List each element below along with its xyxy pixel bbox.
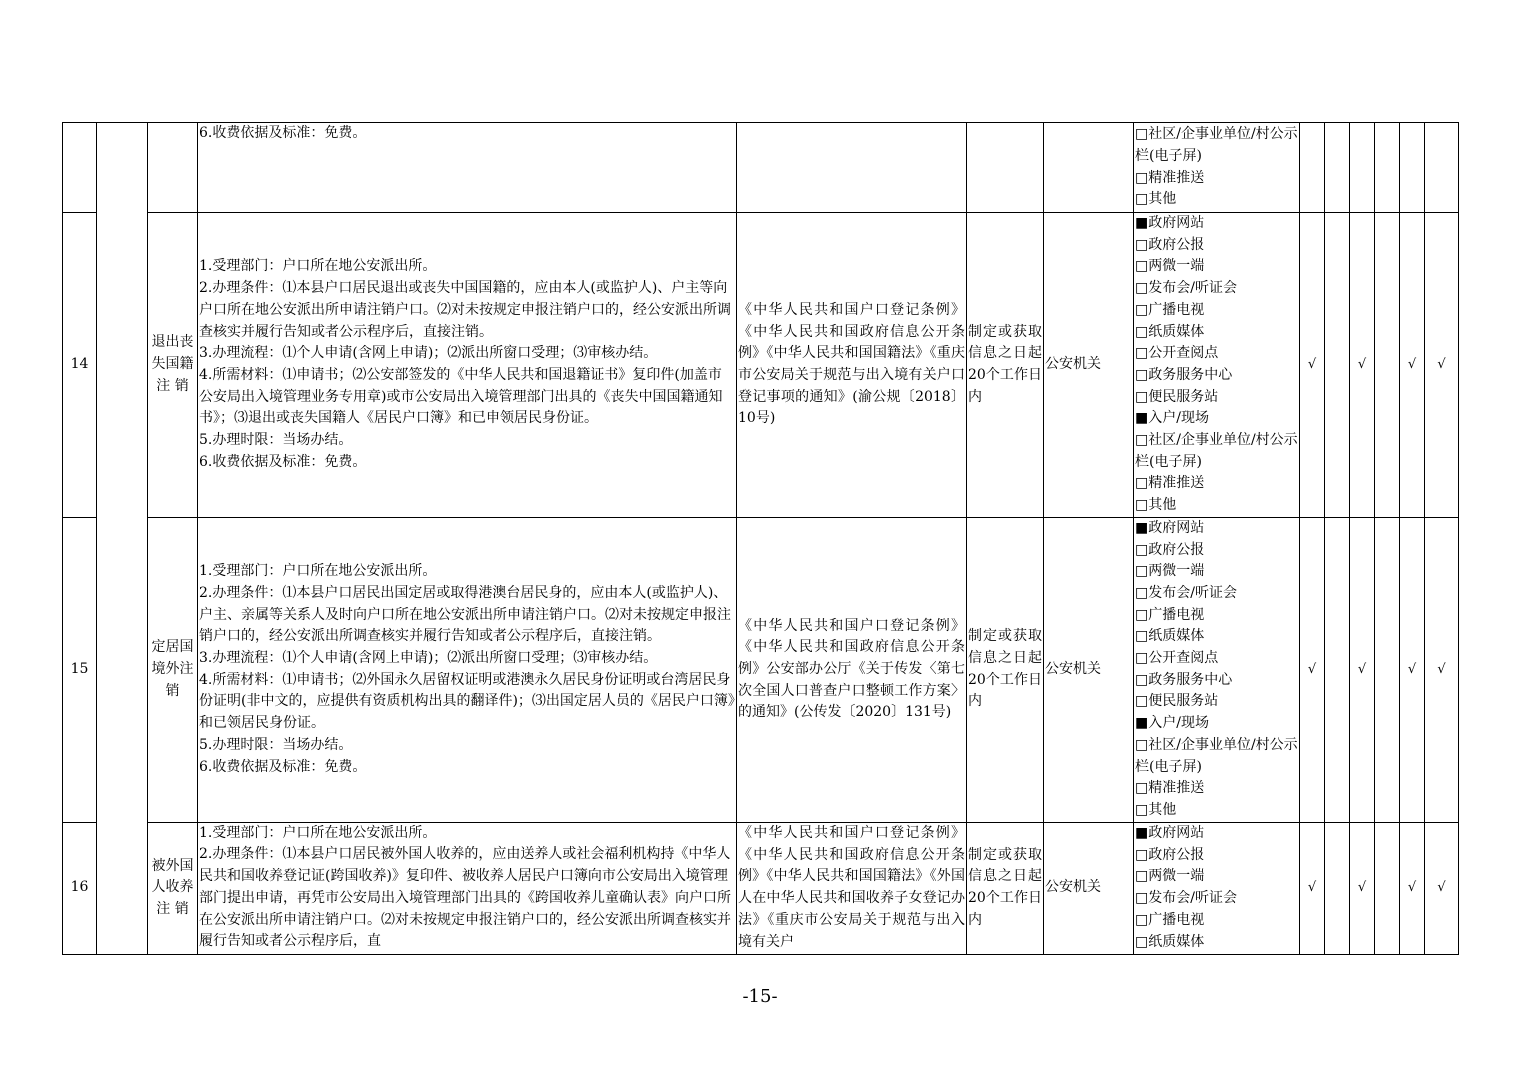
channel-option: □公开查阅点: [1135, 345, 1219, 362]
check-mark: [1375, 213, 1400, 518]
channel-option: □公开查阅点: [1135, 650, 1219, 667]
disclosure-time: [967, 123, 1044, 213]
check-mark: √: [1350, 213, 1375, 518]
channel-option: □精准推送: [1135, 475, 1205, 492]
channel-option: □广播电视: [1135, 301, 1205, 318]
table-row: [63, 517, 1459, 822]
check-mark: [1325, 213, 1350, 518]
channel-option: □纸质媒体: [1135, 628, 1205, 645]
disclosure-channels: [1134, 123, 1300, 213]
check-mark: [1325, 123, 1350, 213]
check-mark: [1375, 822, 1400, 954]
disclosure-time: 制定或获取信息之日起20个工作日内: [967, 517, 1044, 822]
check-mark: √: [1400, 213, 1425, 518]
channel-option: ■政府网站: [1135, 519, 1205, 536]
check-mark: √: [1425, 822, 1459, 954]
channel-option: ■入户/现场: [1135, 410, 1209, 427]
channel-option: □发布会/听证会: [1135, 584, 1237, 601]
channel-option: □政府公报: [1135, 846, 1205, 863]
check-mark: √: [1300, 517, 1325, 822]
channel-option: □其他: [1135, 497, 1177, 514]
channel-option: □发布会/听证会: [1135, 890, 1237, 907]
channel-option: □两微一端: [1135, 868, 1205, 885]
item-number: [63, 123, 97, 213]
check-mark: √: [1350, 517, 1375, 822]
check-mark: [1350, 123, 1375, 213]
content-line: 1.受理部门：户口所在地公安派出所。: [199, 824, 437, 841]
channel-option: □其他: [1135, 801, 1177, 818]
legal-basis: [737, 123, 967, 213]
table-row: [63, 822, 1459, 954]
channel-option: □两微一端: [1135, 563, 1205, 580]
channel-option: □社区/企事业单位/村公示栏(电子屏): [1135, 126, 1298, 164]
check-mark: [1425, 123, 1459, 213]
disclosure-time: 制定或获取信息之日起20个工作日内: [967, 822, 1044, 954]
check-mark: √: [1300, 213, 1325, 518]
disclosure-time: 制定或获取信息之日起20个工作日内: [967, 213, 1044, 518]
disclosure-org: 公安机关: [1044, 822, 1134, 954]
check-mark: [1375, 517, 1400, 822]
channel-option: ■入户/现场: [1135, 715, 1209, 732]
channel-option: □政府公报: [1135, 541, 1205, 558]
content-line: 5.办理时限：当场办结。: [199, 736, 353, 753]
item-name: [148, 123, 198, 213]
channel-option: □精准推送: [1135, 169, 1205, 186]
legal-basis: 《中华人民共和国户口登记条例》《中华人民共和国政府信息公开条例》《中华人民共和国国籍法》《外国人在中华人民共和国收养子女登记办法》《重庆市公安局关于规范与出入境有关户: [737, 822, 967, 954]
channel-option: □其他: [1135, 191, 1177, 208]
content-line: 6.收费依据及标准：免费。: [199, 125, 367, 141]
disclosure-org: [1044, 123, 1134, 213]
item-number: 15: [63, 517, 97, 822]
check-mark: [1325, 517, 1350, 822]
content-line: 6.收费依据及标准：免费。: [199, 758, 367, 775]
disclosure-content: [198, 213, 737, 518]
content-line: 3.办理流程：⑴个人申请(含网上申请)；⑵派出所窗口受理；⑶审核办结。: [199, 345, 658, 362]
check-mark: √: [1425, 213, 1459, 518]
channel-option: □便民服务站: [1135, 693, 1219, 710]
channel-option: □广播电视: [1135, 911, 1205, 928]
content-line: 5.办理时限：当场办结。: [199, 432, 353, 449]
table-row: [63, 213, 1459, 518]
check-mark: [1325, 822, 1350, 954]
content-line: 2.办理条件：⑴本县户口居民出国定居或取得港澳台居民身的，应由本人(或监护人)、户主、亲属等关系人及时向户口所在地公安派出所申请注销户口。⑵对未按规定申报注销户口的，经公安派出所调查核实并履行告知或者公示程序后，直接注销。: [199, 584, 731, 645]
channel-option: □政府公报: [1135, 236, 1205, 253]
channel-option: □发布会/听证会: [1135, 280, 1237, 297]
item-name: 被外国人收养注 销: [148, 822, 198, 954]
channel-option: □社区/企事业单位/村公示栏(电子屏): [1135, 736, 1298, 775]
channel-option: □社区/企事业单位/村公示栏(电子屏): [1135, 432, 1298, 470]
check-mark: √: [1400, 517, 1425, 822]
channel-option: □两微一端: [1135, 258, 1205, 275]
check-mark: √: [1300, 822, 1325, 954]
content-line: 1.受理部门：户口所在地公安派出所。: [199, 563, 437, 580]
channel-option: ■政府网站: [1135, 215, 1205, 231]
check-mark: √: [1400, 822, 1425, 954]
category-cell: [97, 123, 148, 955]
disclosure-content: [198, 517, 737, 822]
content-line: 4.所需材料：⑴申请书；⑵公安部签发的《中华人民共和国退籍证书》复印件(加盖市公安局出入境管理业务专用章)或市公安局出入境管理部门出具的《丧失中国国籍通知书》；⑶退出或丧失国籍人《居民户口簿》和已申领居民身份证。: [199, 366, 723, 427]
table-row: [63, 123, 1459, 213]
legal-basis: 《中华人民共和国户口登记条例》《中华人民共和国政府信息公开条例》《中华人民共和国国籍法》《重庆市公安局关于规范与出入境有关户口登记事项的通知》(渝公规〔2018〕10号): [737, 213, 967, 518]
check-mark: [1375, 123, 1400, 213]
item-name: 退出丧失国籍注 销: [148, 213, 198, 518]
disclosure-org: 公安机关: [1044, 213, 1134, 518]
channel-option: □精准推送: [1135, 780, 1205, 797]
check-mark: [1400, 123, 1425, 213]
content-line: 2.办理条件：⑴本县户口居民退出或丧失中国国籍的，应由本人(或监护人)、户主等向户口所在地公安派出所申请注销户口。⑵对未按规定申报注销户口的，经公安派出所调查核实并履行告知或者公示程序后，直接注销。: [199, 280, 731, 340]
item-number: 14: [63, 213, 97, 518]
disclosure-table: [62, 122, 1459, 955]
channel-option: □政务服务中心: [1135, 671, 1233, 688]
channel-option: □纸质媒体: [1135, 323, 1205, 340]
item-name: 定居国境外注销: [148, 517, 198, 822]
check-mark: √: [1350, 822, 1375, 954]
content-line: 1.受理部门：户口所在地公安派出所。: [199, 258, 437, 275]
disclosure-content: [198, 822, 737, 954]
content-line: 4.所需材料：⑴申请书；⑵外国永久居留权证明或港澳永久居民身份证明或台湾居民身份证明(非中文的，应提供有资质机构出具的翻译件)；⑶出国定居人员的《居民户口簿》和已领居民身份证。: [199, 671, 735, 732]
disclosure-channels: [1134, 213, 1300, 518]
legal-basis: 《中华人民共和国户口登记条例》《中华人民共和国政府信息公开条例》公安部办公厅《关于传发〈第七次全国人口普查户口整顿工作方案〉的通知》(公传发〔2020〕131号): [737, 517, 967, 822]
check-mark: [1300, 123, 1325, 213]
content-line: 2.办理条件：⑴本县户口居民被外国人收养的，应由送养人或社会福利机构持《中华人民共和国收养登记证(跨国收养)》复印件、被收养人居民户口簿向市公安局出入境管理部门提出申请，再凭市公安局出入境管理部门出具的《跨国收养儿童确认表》向户口所在公安派出所申请注销户口。⑵对未按规定申报注销户口的，经公安派出所调查核实并履行告知或者公示程序后，直: [199, 846, 731, 950]
channel-option: □广播电视: [1135, 606, 1205, 623]
disclosure-channels: [1134, 517, 1300, 822]
channel-option: □政务服务中心: [1135, 366, 1233, 383]
channel-option: ■政府网站: [1135, 825, 1205, 842]
channel-option: □便民服务站: [1135, 388, 1219, 405]
disclosure-channels: [1134, 822, 1300, 954]
channel-option: □纸质媒体: [1135, 933, 1205, 950]
disclosure-org: 公安机关: [1044, 517, 1134, 822]
page-number: -15-: [742, 986, 778, 1007]
content-line: 3.办理流程：⑴个人申请(含网上申请)；⑵派出所窗口受理；⑶审核办结。: [199, 650, 658, 667]
content-line: 6.收费依据及标准：免费。: [199, 453, 367, 470]
check-mark: √: [1425, 517, 1459, 822]
disclosure-content: [198, 123, 737, 213]
item-number: 16: [63, 822, 97, 954]
